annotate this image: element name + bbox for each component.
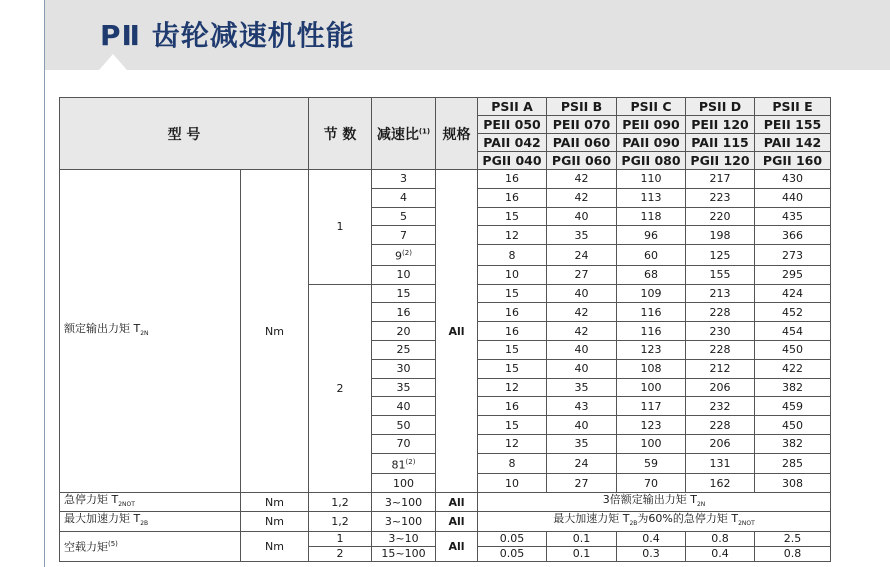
table-row (60, 531, 831, 546)
spec-cell: All (436, 493, 478, 512)
unit-cell: Nm (241, 493, 309, 512)
model-cell: PSII D (686, 98, 755, 116)
rated-torque-label: 额定输出力矩 $T_{2N}$ (60, 170, 241, 493)
table-row (60, 170, 831, 189)
value-cell: 109 (617, 284, 686, 303)
value-cell: 15 (478, 284, 547, 303)
value-cell: 430 (755, 170, 831, 189)
value-cell: 35 (547, 435, 617, 454)
model-cell: PGII 160 (755, 152, 831, 170)
value-cell: 123 (617, 341, 686, 360)
stage-cell: 1 (309, 531, 372, 546)
ratio-cell: 20 (372, 322, 436, 341)
model-cell: PGII 060 (547, 152, 617, 170)
rated-torque-unit: Nm (241, 170, 309, 493)
model-cell: PEII 155 (755, 116, 831, 134)
table-row (60, 493, 831, 512)
ratio-cell: 5 (372, 207, 436, 226)
model-cell: PGII 120 (686, 152, 755, 170)
value-cell: 220 (686, 207, 755, 226)
value-cell: 12 (478, 378, 547, 397)
value-cell: 24 (547, 453, 617, 474)
performance-table-wrap (59, 97, 830, 562)
max-accel-torque-label: 最大加速力矩 $T_{2B}$ (60, 512, 241, 531)
model-cell: PSII E (755, 98, 831, 116)
value-cell: 382 (755, 435, 831, 454)
value-cell: 273 (755, 245, 831, 266)
value-cell: 155 (686, 265, 755, 284)
value-cell: 450 (755, 341, 831, 360)
value-cell: 230 (686, 322, 755, 341)
model-cell: PAII 060 (547, 134, 617, 152)
value-cell: 16 (478, 170, 547, 189)
value-cell: 24 (547, 245, 617, 266)
value-cell: 59 (617, 453, 686, 474)
value-cell: 0.05 (478, 546, 547, 561)
unit-cell: Nm (241, 531, 309, 561)
ratio-header: 减速比$^{(1)}$ (372, 98, 436, 170)
value-cell: 60 (617, 245, 686, 266)
value-cell: 450 (755, 416, 831, 435)
value-cell: 116 (617, 303, 686, 322)
value-cell: 131 (686, 453, 755, 474)
value-cell: 43 (547, 397, 617, 416)
ratio-cell: 10 (372, 265, 436, 284)
value-cell: 42 (547, 170, 617, 189)
value-cell: 110 (617, 170, 686, 189)
value-cell: 10 (478, 474, 547, 493)
value-cell: 15 (478, 341, 547, 360)
value-cell: 8 (478, 453, 547, 474)
value-cell: 285 (755, 453, 831, 474)
value-cell: 440 (755, 188, 831, 207)
value-cell: 100 (617, 435, 686, 454)
value-cell: 16 (478, 188, 547, 207)
value-cell: 118 (617, 207, 686, 226)
ratio-cell: 70 (372, 435, 436, 454)
value-cell: 212 (686, 359, 755, 378)
ratio-cell: 35 (372, 378, 436, 397)
value-cell: 206 (686, 435, 755, 454)
value-cell: 8 (478, 245, 547, 266)
value-cell: 0.1 (547, 531, 617, 546)
ratio-cell: 3~100 (372, 493, 436, 512)
value-cell: 459 (755, 397, 831, 416)
model-cell: PAII 090 (617, 134, 686, 152)
model-cell: PSII C (617, 98, 686, 116)
value-cell: 35 (547, 226, 617, 245)
value-cell: 40 (547, 416, 617, 435)
value-cell: 308 (755, 474, 831, 493)
value-cell: 42 (547, 188, 617, 207)
model-cell: PAII 042 (478, 134, 547, 152)
value-cell: 68 (617, 265, 686, 284)
banner-notch (99, 54, 127, 70)
model-cell: PEII 120 (686, 116, 755, 134)
performance-table (59, 97, 831, 562)
value-cell: 123 (617, 416, 686, 435)
value-cell: 213 (686, 284, 755, 303)
ratio-cell: 15~100 (372, 546, 436, 561)
value-cell: 162 (686, 474, 755, 493)
value-cell: 113 (617, 188, 686, 207)
value-cell: 0.3 (617, 546, 686, 561)
value-cell: 10 (478, 265, 547, 284)
value-cell: 15 (478, 207, 547, 226)
value-cell: 198 (686, 226, 755, 245)
stage-cell: 2 (309, 284, 372, 493)
value-cell: 116 (617, 322, 686, 341)
value-cell: 382 (755, 378, 831, 397)
value-cell: 295 (755, 265, 831, 284)
value-cell: 117 (617, 397, 686, 416)
table-row (60, 512, 831, 531)
ratio-cell: 81$^{(2)}$ (372, 453, 436, 474)
value-cell: 40 (547, 207, 617, 226)
value-cell: 217 (686, 170, 755, 189)
stage-cell: 1 (309, 170, 372, 285)
ratio-cell: 9$^{(2)}$ (372, 245, 436, 266)
value-cell: 435 (755, 207, 831, 226)
ratio-cell: 4 (372, 188, 436, 207)
value-cell: 0.05 (478, 531, 547, 546)
left-border-line (44, 0, 45, 567)
ratio-cell: 3~10 (372, 531, 436, 546)
spec-cell: All (436, 531, 478, 561)
value-cell: 206 (686, 378, 755, 397)
model-cell: PGII 080 (617, 152, 686, 170)
value-cell: 27 (547, 265, 617, 284)
value-cell: 0.8 (755, 546, 831, 561)
value-cell: 16 (478, 303, 547, 322)
value-cell: 96 (617, 226, 686, 245)
value-cell: 40 (547, 359, 617, 378)
value-cell: 40 (547, 341, 617, 360)
value-cell: 228 (686, 303, 755, 322)
value-cell: 223 (686, 188, 755, 207)
model-cell: PSII B (547, 98, 617, 116)
value-cell: 454 (755, 322, 831, 341)
value-cell: 35 (547, 378, 617, 397)
spec-cell: All (436, 170, 478, 493)
stage-cell: 1,2 (309, 512, 372, 531)
value-cell: 422 (755, 359, 831, 378)
value-cell: 40 (547, 284, 617, 303)
value-cell: 125 (686, 245, 755, 266)
page-title: PⅡ 齿轮减速机性能 (100, 19, 355, 52)
stage-cell: 2 (309, 546, 372, 561)
value-cell: 16 (478, 397, 547, 416)
model-cell: PAII 115 (686, 134, 755, 152)
value-cell: 12 (478, 226, 547, 245)
ratio-cell: 40 (372, 397, 436, 416)
value-cell: 0.8 (686, 531, 755, 546)
model-header: 型 号 (60, 98, 309, 170)
emergency-value-cell: 3倍额定输出力矩 $T_{2N}$ (478, 493, 831, 512)
stages-header: 节 数 (309, 98, 372, 170)
model-cell: PEII 070 (547, 116, 617, 134)
ratio-cell: 7 (372, 226, 436, 245)
model-cell: PGII 040 (478, 152, 547, 170)
value-cell: 42 (547, 303, 617, 322)
ratio-cell: 3 (372, 170, 436, 189)
ratio-cell: 3~100 (372, 512, 436, 531)
ratio-cell: 15 (372, 284, 436, 303)
value-cell: 452 (755, 303, 831, 322)
model-cell: PSII A (478, 98, 547, 116)
ratio-cell: 16 (372, 303, 436, 322)
stage-cell: 1,2 (309, 493, 372, 512)
model-cell: PEII 050 (478, 116, 547, 134)
ratio-cell: 100 (372, 474, 436, 493)
value-cell: 232 (686, 397, 755, 416)
value-cell: 366 (755, 226, 831, 245)
value-cell: 42 (547, 322, 617, 341)
value-cell: 12 (478, 435, 547, 454)
value-cell: 108 (617, 359, 686, 378)
value-cell: 0.4 (617, 531, 686, 546)
value-cell: 15 (478, 359, 547, 378)
value-cell: 70 (617, 474, 686, 493)
ratio-cell: 30 (372, 359, 436, 378)
emergency-torque-label: 急停力矩 $T_{2NOT}$ (60, 493, 241, 512)
model-cell: PAII 142 (755, 134, 831, 152)
max-accel-value-cell: 最大加速力矩 $T_{2B}$为60%的急停力矩 $T_{2NOT}$ (478, 512, 831, 531)
value-cell: 228 (686, 341, 755, 360)
ratio-cell: 25 (372, 341, 436, 360)
value-cell: 16 (478, 322, 547, 341)
value-cell: 15 (478, 416, 547, 435)
spec-header: 规格 (436, 98, 478, 170)
no-load-torque-label: 空载力矩$^{(5)}$ (60, 531, 241, 561)
value-cell: 0.4 (686, 546, 755, 561)
ratio-cell: 50 (372, 416, 436, 435)
value-cell: 0.1 (547, 546, 617, 561)
value-cell: 424 (755, 284, 831, 303)
spec-cell: All (436, 512, 478, 531)
value-cell: 27 (547, 474, 617, 493)
value-cell: 228 (686, 416, 755, 435)
value-cell: 100 (617, 378, 686, 397)
value-cell: 2.5 (755, 531, 831, 546)
model-cell: PEII 090 (617, 116, 686, 134)
unit-cell: Nm (241, 512, 309, 531)
